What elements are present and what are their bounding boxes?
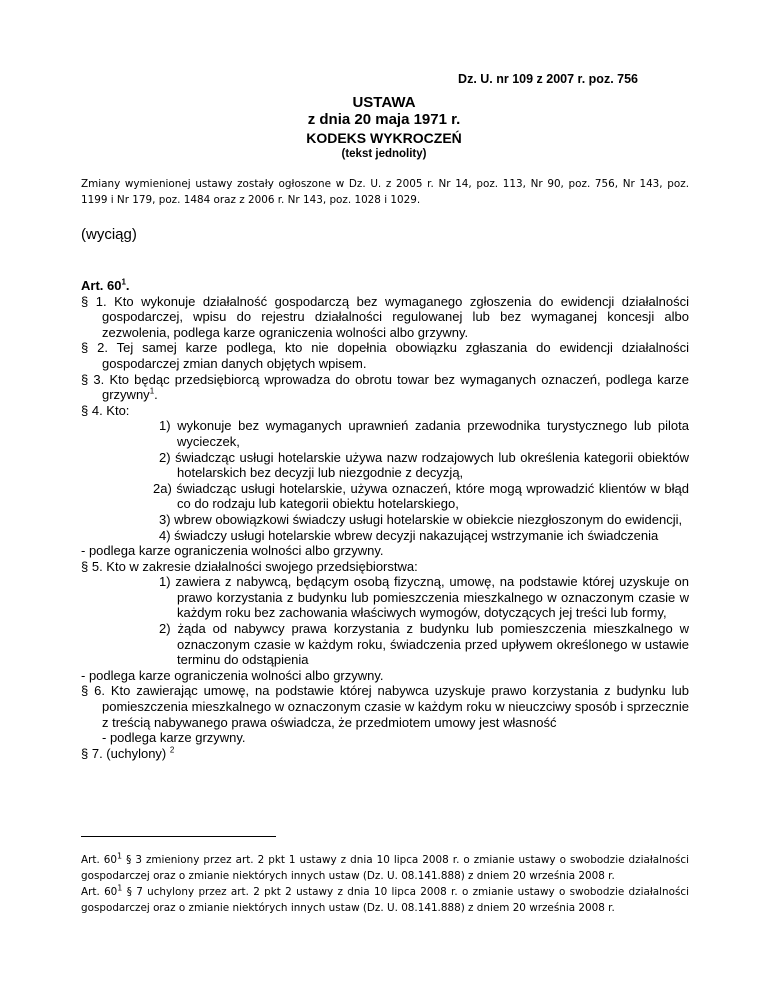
footnotes [81, 852, 689, 916]
title-block [0, 94, 768, 161]
paragraph-4-item: 2) świadcząc usługi hotelarskie używa nazw rodzajowych lub określenia kategorii obiektów hotelarskich bez decyzji lub niezgodnie z decyzją, [159, 449, 689, 481]
act-type: USTAWA [352, 94, 416, 111]
act-subtitle: (tekst jednolity) [341, 148, 427, 160]
paragraph-6: § 6. Kto zawierając umowę, na podstawie której nabywca uzyskuje prawo korzystania z budynku lub pomieszczenia mieszkalnego w oznaczonym czasie w każdym roku w nieuczciwy sposób i sprzecznie z treścią nabywanego prawa oświadcza, że przedmiotem umowy jest własność [81, 683, 689, 730]
paragraph-5-item: 2) żąda od nabywcy prawa korzystania z budynku lub pomieszczenia mieszkalnego w oznaczonym czasie w każdym roku, świadczenia przed upływem określonego w ustawie terminu do odstąpienia [159, 621, 689, 668]
paragraph-3: § 3. Kto będąc przedsiębiorcą wprowadza do obrotu towar bez wymaganych oznaczeń, podlega karze grzywny$^1$. [81, 371, 689, 403]
paragraph-7: § 7. (uchylony) $^2$ [81, 745, 175, 761]
paragraph-4-item: 4) świadczy usługi hotelarskie wbrew decyzji nakazującej wstrzymanie ich świadczenia [159, 527, 659, 543]
paragraph-4-item: 2a) świadcząc usługi hotelarskie, używa oznaczeń, które mogą wprowadzić klientów w błąd co do rodzaju lub kategorii obiektu hotelarskiego, [153, 480, 689, 512]
paragraph-4-intro: § 4. Kto: [81, 402, 130, 418]
footnote-1: Art. $60^1$ § 3 zmieniony przez art. 2 pkt 1 ustawy z dnia 10 lipca 2008 r. o zmianie ustawy o swobodzie działalności gospodarczej oraz o zmianie niektórych innych ustaw (Dz. U. 08.141.888) z dniem 20 września 2008 r. [81, 851, 689, 882]
footnote-separator [81, 836, 276, 837]
amendments-note: Zmiany wymienionej ustawy zostały ogłoszone w Dz. U. z 2005 r. Nr 14, poz. 113, Nr 90, poz. 756, Nr 143, poz. 1199 i Nr 179, poz. 1484 oraz z 2006 r. Nr 143, poz. 1028 i 1029. [81, 178, 689, 206]
paragraph-4-penalty: - podlega karze ograniczenia wolności albo grzywny. [81, 543, 384, 559]
paragraph-5-penalty: - podlega karze ograniczenia wolności albo grzywny. [81, 667, 384, 683]
paragraph-4-item: 3) wbrew obowiązkowi świadczy usługi hotelarskie w obiekcie niezgłoszonym do ewidencji, [159, 511, 683, 527]
paragraph-1: § 1. Kto wykonuje działalność gospodarczą bez wymaganego zgłoszenia do ewidencji działalności gospodarczej, wpisu do rejestru działalności regulowanej lub bez wymaganej koncesji albo zezwolenia, podlega karze ograniczenia wolności albo grzywny. [81, 293, 689, 340]
paragraph-6-penalty: - podlega karze grzywny. [102, 730, 246, 746]
paragraph-2: § 2. Tej samej karze podlega, kto nie dopełnia obowiązku zgłaszania do ewidencji działalności gospodarczej zmian danych objętych wpisem. [81, 340, 689, 371]
paragraph-5-item: 1) zawiera z nabywcą, będącym osobą fizyczną, umowę, na podstawie której uzyskuje on prawo korzystania z budynku lub pomieszczenia mieszkalnego w oznaczonym czasie w każdym roku bez zachowania właściwych wymogów, dotyczących jej treści lub formy, [159, 574, 689, 621]
act-date: z dnia 20 maja 1971 r. [307, 111, 461, 128]
article-heading: Art. $60^1$. [81, 277, 130, 293]
excerpt-label: (wyciąg) [81, 226, 137, 243]
footnote-2: Art. $60^1$ § 7 uchylony przez art. 2 pkt 2 ustawy z dnia 10 lipca 2008 r. o zmianie ustawy o swobodzie działalności gospodarczej oraz o zmianie niektórych innych ustaw (Dz. U. 08.141.888) z dniem 20 września 2008 r. [81, 883, 689, 914]
paragraph-5-intro: § 5. Kto w zakresie działalności swojego przedsiębiorstwa: [81, 558, 418, 574]
article-body [81, 278, 689, 761]
journal-reference: Dz. U. nr 109 z 2007 r. poz. 756 [458, 72, 638, 86]
act-name: KODEKS WYKROCZEŃ [306, 130, 462, 146]
paragraph-4-item: 1) wykonuje bez wymaganych uprawnień zadania przewodnika turystycznego lub pilota wycieczek, [159, 418, 689, 449]
